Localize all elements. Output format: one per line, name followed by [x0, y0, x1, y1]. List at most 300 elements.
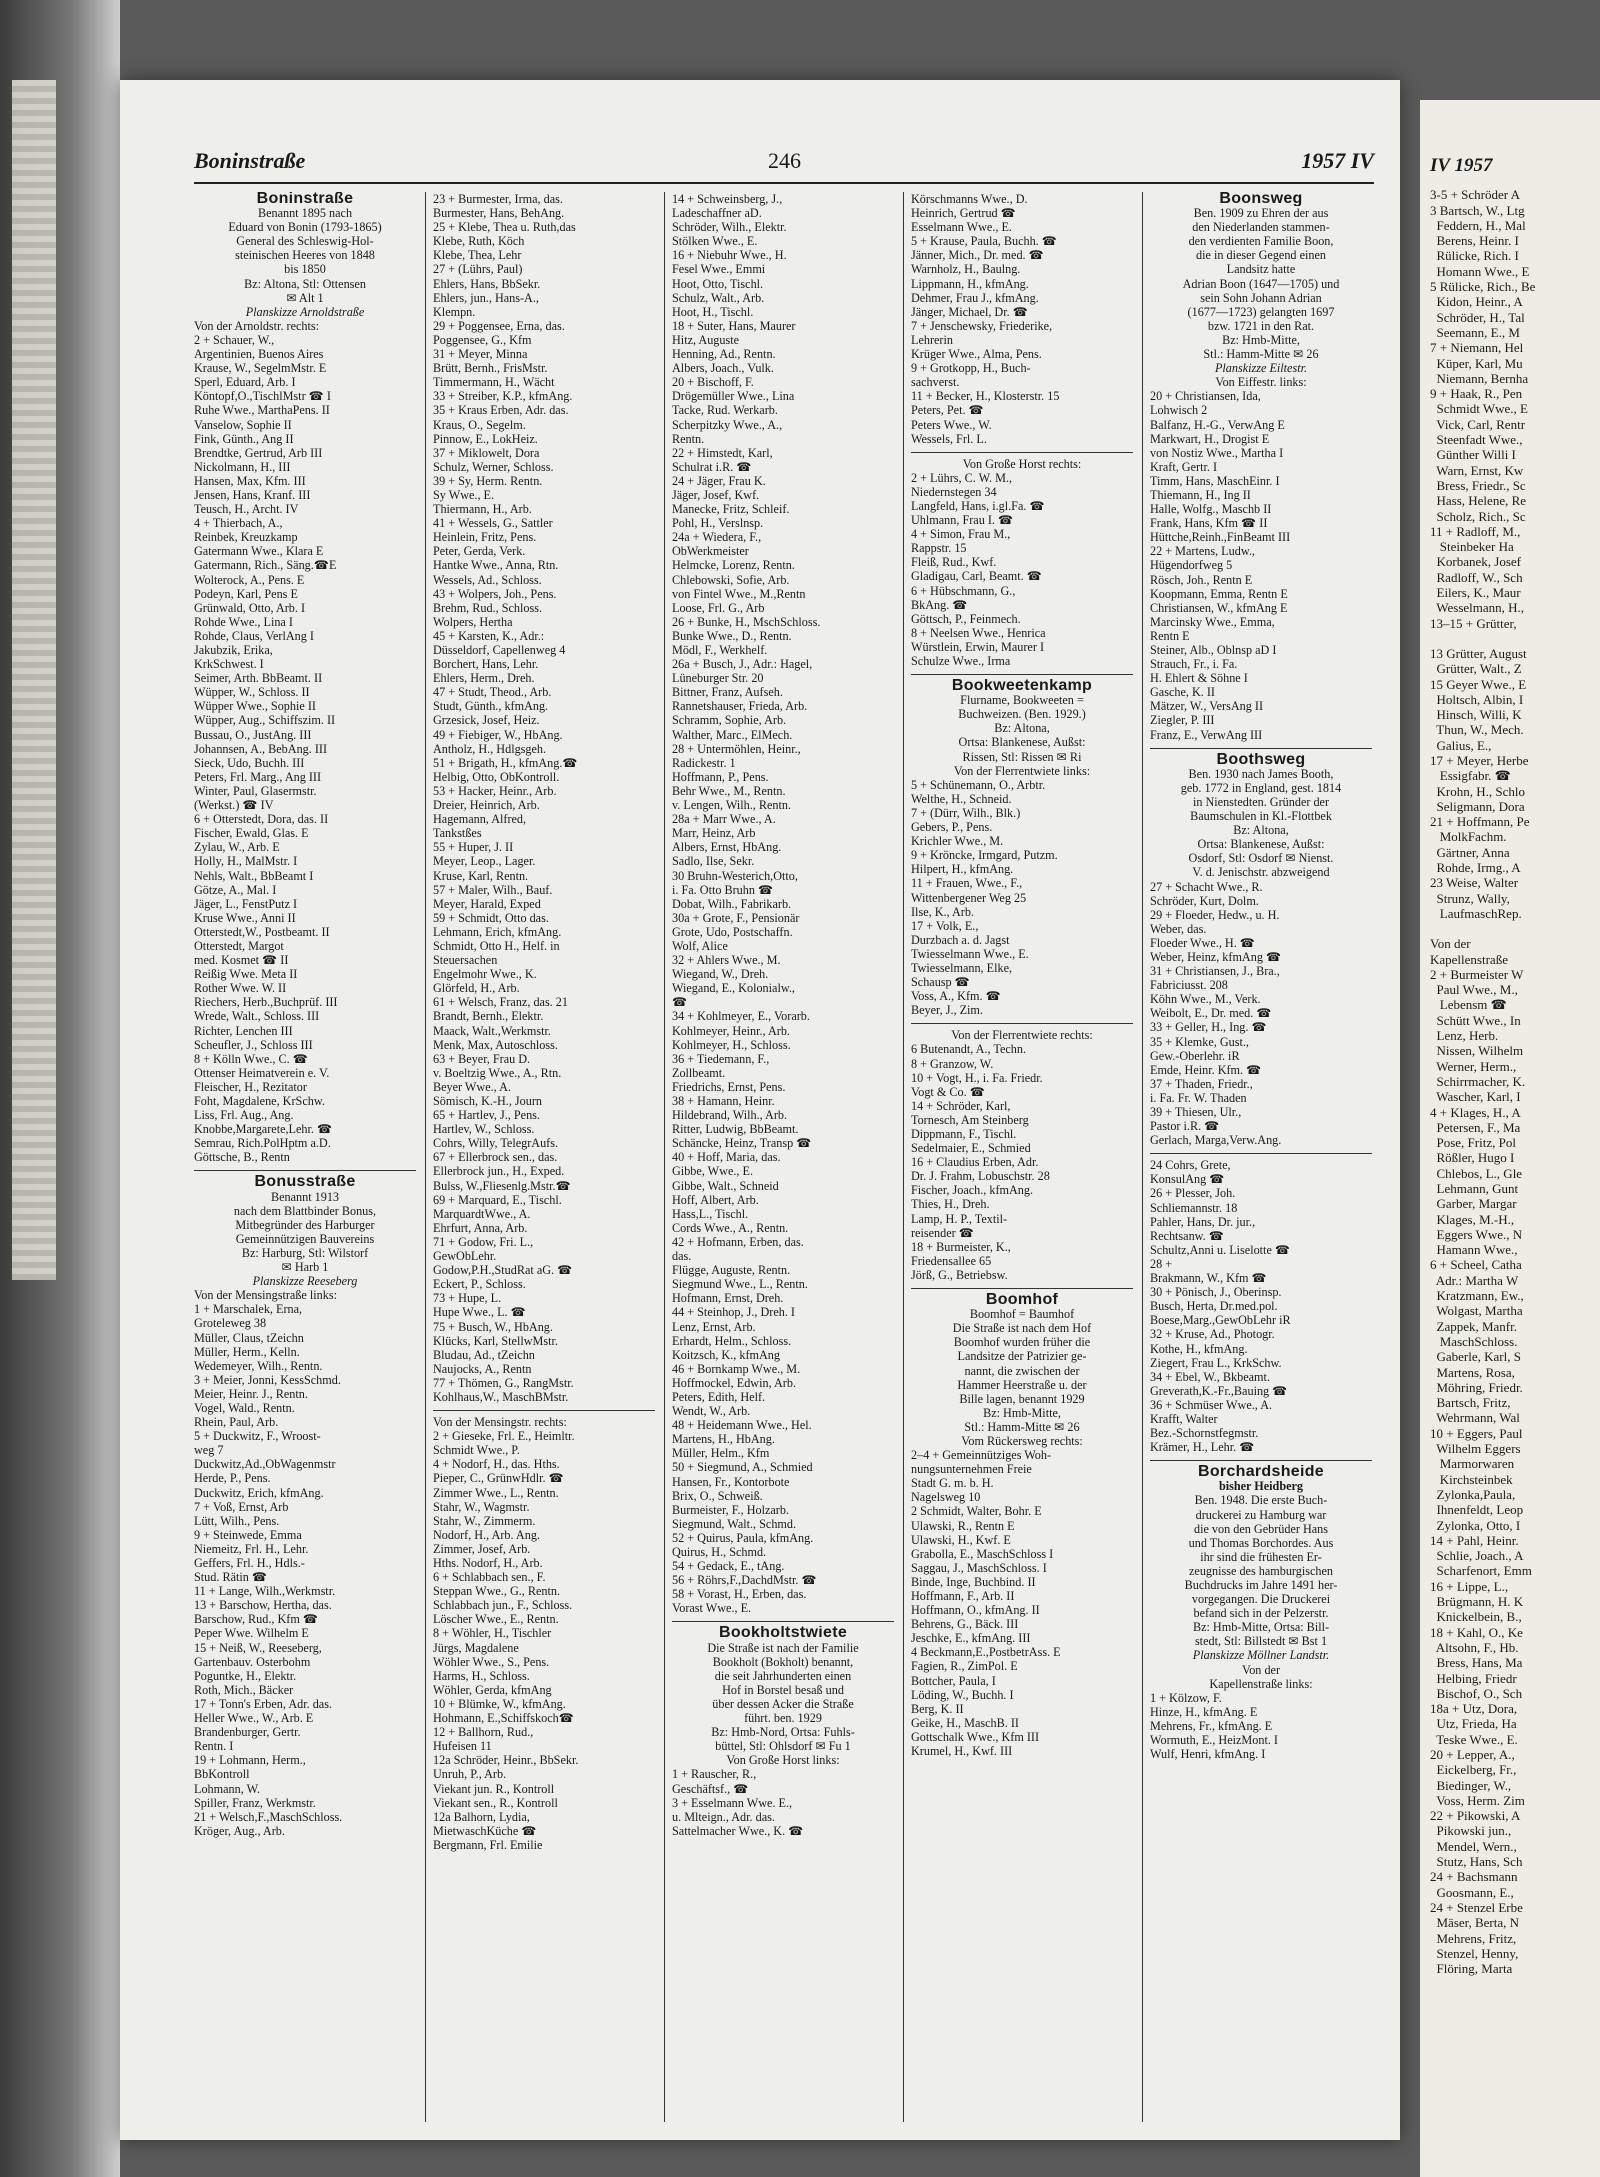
- resident-entry: Fink, Günth., Ang II: [194, 431, 294, 446]
- resident-entry: Schausp ☎: [911, 975, 970, 990]
- resident-entry: 29 + Floeder, Hedw., u. H.: [1150, 907, 1280, 922]
- resident-entry: Jänner, Mich., Dr. med. ☎: [911, 248, 1044, 263]
- street-description: Landsitz hatte: [1226, 262, 1296, 277]
- resident-entry: von Nostiz Wwe., Martha I: [1150, 445, 1284, 460]
- resident-entry: Brütt, Bernh., FrisMstr.: [433, 361, 548, 376]
- next-page-line: Rößler, Hugo I: [1430, 1150, 1515, 1166]
- resident-entry: Stadt G. m. b. H.: [911, 1476, 994, 1491]
- resident-entry: Rother Wwe. W. II: [194, 981, 287, 996]
- street-description: und Thomas Borchordes. Aus: [1188, 1535, 1334, 1550]
- resident-entry: Vogt & Co. ☎: [911, 1084, 985, 1099]
- street-description: Buchdrucks im Jahre 1491 her-: [1184, 1578, 1338, 1592]
- resident-entry: Wiegand, W., Dreh.: [672, 967, 769, 982]
- resident-entry: 22 + Himstedt, Karl,: [672, 445, 773, 460]
- resident-entry: Halle, Wolfg., Maschb II: [1150, 502, 1272, 517]
- resident-entry: Bludau, Ad., tZeichn: [433, 1347, 535, 1362]
- resident-entry: Pahler, Hans, Dr. jur.,: [1150, 1214, 1256, 1229]
- next-page-line: Petersen, F., Ma: [1430, 1119, 1521, 1135]
- resident-entry: Weber, Heinz, kfmAng ☎: [1150, 949, 1282, 964]
- resident-entry: Hilpert, H., kfmAng.: [911, 862, 1014, 877]
- next-page-line: Schütt Wwe., In: [1430, 1012, 1521, 1028]
- resident-entry: Borchert, Hans, Lehr.: [433, 657, 539, 672]
- resident-entry: Johannsen, A., BebAng. III: [194, 741, 328, 756]
- resident-entry: Krause, W., SegelmMstr. E: [194, 361, 327, 376]
- resident-entry: Weibolt, E., Dr. med. ☎: [1150, 1006, 1272, 1021]
- next-page-line: Klages, M.-H.,: [1430, 1211, 1515, 1227]
- resident-entry: Kothe, H., kfmAng.: [1150, 1341, 1248, 1356]
- next-page-line: Galius, E.,: [1430, 737, 1492, 753]
- resident-entry: 49 + Fiebiger, W., HbAng.: [433, 727, 563, 742]
- resident-entry: Peter, Gerda, Verk.: [433, 544, 526, 559]
- street-description: Benannt 1895 nach: [257, 206, 353, 221]
- resident-entry: Marcinsky Wwe., Emma,: [1150, 614, 1275, 629]
- resident-entry: Bulss, W.,Fliesenlg.Mstr.☎: [433, 1178, 571, 1193]
- resident-entry: Eckert, P., Schloss.: [433, 1277, 526, 1292]
- next-page-line: 3-5 + Schröder A: [1430, 187, 1521, 203]
- resident-entry: Fesel Wwe., Emmi: [672, 262, 766, 277]
- resident-entry: Pohl, H., Verslnsp.: [672, 516, 764, 531]
- next-page-line: Schmidt Wwe., E: [1430, 401, 1528, 417]
- resident-entry: Poggensee, G., Kfm: [433, 332, 532, 347]
- street-description: Bz: Hmb-Mitte,: [983, 1405, 1061, 1420]
- next-page-line: Schirrmacher, K.: [1430, 1073, 1526, 1089]
- resident-entry: 2 Schmidt, Walter, Bohr. E: [911, 1504, 1042, 1519]
- resident-entry: 16 + Niebuhr Wwe., H.: [672, 248, 787, 263]
- resident-entry: Kohlmeyer, H., Schloss.: [672, 1037, 791, 1052]
- resident-entry: Kraus, O., Segelm.: [433, 417, 526, 432]
- resident-entry: 11 + Frauen, Wwe., F.,: [911, 876, 1023, 891]
- resident-entry: Emde, Heinr. Kfm. ☎: [1150, 1062, 1262, 1077]
- resident-entry: Scheufler, J., Schloss III: [194, 1037, 313, 1052]
- resident-entry: Hansen, Fr., Kontorbote: [672, 1474, 790, 1489]
- resident-entry: Stölken Wwe., E.: [672, 234, 758, 249]
- resident-entry: Von der Arnoldstr. rechts:: [194, 318, 320, 333]
- next-page-line: Wehrmann, Wal: [1430, 1410, 1520, 1426]
- resident-entry: Peters, Frl. Marg., Ang III: [194, 769, 322, 784]
- resident-entry: Peters, Pet. ☎: [911, 403, 984, 418]
- resident-entry: Krichler Wwe., M.: [911, 834, 1004, 849]
- next-page-line: Thun, W., Mech.: [1430, 722, 1524, 738]
- resident-entry: Wessels, Frl. L.: [911, 431, 987, 446]
- resident-entry: Hupe Wwe., L. ☎: [433, 1305, 526, 1320]
- next-page-line: Paul Wwe., M.,: [1430, 982, 1518, 998]
- resident-entry: 17 + Volk, E.,: [911, 918, 979, 933]
- resident-entry: Holly, H., MalMstr. I: [194, 854, 298, 869]
- resident-entry: Pastor i.R. ☎: [1150, 1119, 1220, 1134]
- resident-entry: Burmeister, F., Holzarb.: [672, 1502, 789, 1517]
- plan-reference: Planskizze Reeseberg: [252, 1274, 358, 1289]
- resident-entry: Rentn. I: [194, 1739, 234, 1754]
- next-page-line: Stenzel, Henny,: [1430, 1945, 1519, 1961]
- resident-entry: Hitz, Auguste: [672, 332, 740, 347]
- resident-entry: Sattelmacher Wwe., K. ☎: [672, 1823, 804, 1838]
- resident-entry: Müller, Helm., Kfm: [672, 1446, 770, 1461]
- resident-entry: 6 Butenandt, A., Techn.: [911, 1042, 1027, 1057]
- next-page-line: Essigfabr. ☎: [1430, 768, 1511, 784]
- next-page-line: Voss, Herm. Zim: [1430, 1792, 1525, 1808]
- street-description: Die Straße ist nach der Familie: [707, 1640, 859, 1655]
- street-description: vorgegangen. Die Druckerei: [1191, 1592, 1331, 1607]
- resident-entry: 34 + Kohlmeyer, E., Vorarb.: [672, 1009, 810, 1024]
- street-description: Bz: Altona, Stl: Ottensen: [244, 276, 366, 291]
- resident-entry: Martens, H., HbAng.: [672, 1432, 775, 1447]
- section-divider: [1150, 748, 1372, 749]
- resident-entry: 52 + Quirus, Paula, kfmAng.: [672, 1530, 814, 1545]
- resident-entry: Zimmer, Josef, Arb.: [433, 1541, 531, 1556]
- resident-entry: Brendtke, Gertrud, Arb III: [194, 445, 323, 460]
- resident-entry: Marr, Heinz, Arb: [672, 826, 756, 841]
- resident-entry: Weber, das.: [1150, 921, 1207, 936]
- street-heading: Boothsweg: [1216, 752, 1306, 767]
- resident-entry: Kruse Wwe., Anni II: [194, 910, 296, 925]
- street-description: Ben. 1930 nach James Booth,: [1188, 766, 1334, 781]
- resident-entry: Gladigau, Carl, Beamt. ☎: [911, 569, 1042, 584]
- resident-entry: 3 + Meier, Jonni, KessSchmd.: [194, 1372, 341, 1387]
- resident-entry: Geschäftsf., ☎: [672, 1781, 749, 1796]
- resident-entry: Wittenbergener Weg 25: [911, 890, 1027, 905]
- resident-entry: Löscher Wwe., E., Rentn.: [433, 1612, 559, 1627]
- resident-entry: Stahr, W., Zimmerm.: [433, 1513, 536, 1528]
- resident-entry: (Werkst.) ☎ IV: [194, 798, 274, 813]
- resident-entry: Ritter, Ludwig, BbBeamt.: [672, 1122, 799, 1137]
- street-description: die von den Gebrüder Hans: [1193, 1521, 1329, 1536]
- resident-entry: Schulz, Walt., Arb.: [672, 290, 765, 305]
- resident-entry: Schlabbach jun., F., Schloss.: [433, 1598, 573, 1613]
- street-description: (1677—1723) gelangten 1697: [1187, 304, 1335, 319]
- street-description: General des Schleswig-Hol-: [236, 234, 374, 249]
- resident-entry: 9 + Steinwede, Emma: [194, 1527, 302, 1542]
- next-page-line: Pikowski jun.,: [1430, 1823, 1512, 1839]
- resident-entry: Heller Wwe., W., Arb. E: [194, 1711, 314, 1726]
- resident-entry: Bussau, O., JustAng. III: [194, 727, 312, 742]
- resident-entry: Hagemann, Alfred,: [433, 812, 527, 827]
- resident-entry: Spiller, Franz, Werkmstr.: [194, 1795, 316, 1810]
- next-page-line: Steenfadt Wwe.,: [1430, 432, 1523, 448]
- resident-entry: Wolterock, A., Pens. E: [194, 572, 305, 587]
- resident-entry: Rösch, Joh., Rentn E: [1150, 572, 1253, 587]
- resident-entry: Hinze, H., kfmAng. E: [1150, 1704, 1258, 1719]
- resident-entry: 44 + Steinhop, J., Dreh. I: [672, 1305, 795, 1320]
- street-description: Bz: Hmb-Mitte, Ortsa: Bill-: [1192, 1620, 1330, 1635]
- resident-entry: Unruh, P., Arb.: [433, 1767, 507, 1782]
- resident-entry: 77 + Thömen, G., RangMstr.: [433, 1375, 574, 1390]
- column-rule: [903, 192, 904, 2122]
- resident-entry: 35 + Kraus Erben, Adr. das.: [433, 403, 569, 418]
- street-description: bis 1850: [284, 262, 326, 277]
- resident-entry: Rentn.: [672, 431, 705, 446]
- resident-entry: 37 + Thaden, Friedr.,: [1150, 1076, 1253, 1091]
- resident-entry: Rentn E: [1150, 628, 1190, 643]
- street-description: Baumschulen in Kl.-Flottbek: [1190, 809, 1332, 824]
- resident-entry: 32 + Kruse, Ad., Photogr.: [1150, 1327, 1275, 1342]
- resident-entry: Gibbe, Wwe., E.: [672, 1164, 754, 1179]
- resident-entry: Otterstedt,W., Postbeamt. II: [194, 924, 330, 939]
- next-page-line: Mäser, Berta, N: [1430, 1915, 1520, 1931]
- resident-entry: Langfeld, Hans, i.gl.Fa. ☎: [911, 498, 1045, 513]
- street-description: die in dieser Gegend einen: [1196, 248, 1326, 263]
- next-page-line: Hinsch, Willi, K: [1430, 707, 1522, 723]
- resident-entry: 58 + Vorast, H., Erben, das.: [672, 1587, 807, 1602]
- resident-entry: Krämer, H., Lehr. ☎: [1150, 1440, 1255, 1455]
- next-page-line: Vick, Carl, Rentr: [1430, 416, 1526, 432]
- section-divider: [1150, 1460, 1372, 1461]
- resident-entry: Wöhler Wwe., S., Pens.: [433, 1654, 550, 1669]
- resident-entry: 2 + Schauer, W.,: [194, 332, 275, 347]
- directory-page: [120, 80, 1400, 2140]
- resident-entry: Vanselow, Sophie II: [194, 417, 292, 432]
- next-page-line: Kapellenstraße: [1430, 951, 1508, 967]
- next-page-line: Radloff, W., Sch: [1430, 569, 1523, 585]
- resident-entry: Sedelmaier, E., Schmied: [911, 1141, 1031, 1156]
- resident-entry: 7 + (Dürr, Wilh., Blk.): [911, 805, 1021, 820]
- street-description: Von Eiffestr. links:: [1215, 375, 1307, 390]
- street-description: Landsitze der Patrizier ge-: [957, 1349, 1087, 1364]
- resident-entry: 67 + Ellerbrock sen., das.: [433, 1150, 558, 1165]
- resident-entry: Köntopf,O.,TischlMstr ☎ I: [194, 389, 331, 404]
- resident-entry: 29 + Poggensee, Erna, das.: [433, 318, 565, 333]
- next-page-line: Lehmann, Gunt: [1430, 1181, 1519, 1196]
- street-description: büttel, Stl: Ohlsdorf ✉ Fu 1: [715, 1739, 851, 1754]
- next-page-line: Zylonka,Paula,: [1430, 1486, 1516, 1502]
- next-page-line: MaschSchloss.: [1430, 1333, 1518, 1349]
- column-rule: [1142, 192, 1143, 2122]
- resident-entry: Mehrens, Fr., kfmAng. E: [1150, 1718, 1273, 1733]
- resident-entry: Siegmund, Walt., Schmd.: [672, 1516, 797, 1531]
- resident-entry: sachverst.: [911, 375, 960, 390]
- next-page-line: Bischof, O., Sch: [1430, 1685, 1523, 1701]
- resident-entry: Heinlein, Fritz, Pens.: [433, 530, 537, 545]
- resident-entry: Godow,P.H.,StudRat aG. ☎: [433, 1263, 573, 1278]
- resident-entry: 40 + Hoff, Maria, das.: [672, 1150, 781, 1165]
- resident-entry: Barschow, Rud., Kfm ☎: [194, 1612, 319, 1627]
- resident-entry: Lütt, Wilh., Pens.: [194, 1513, 280, 1528]
- next-page-line: 20 + Lepper, A.,: [1430, 1746, 1515, 1762]
- resident-entry: 9 + Kröncke, Irmgard, Putzm.: [911, 848, 1058, 863]
- next-page-line: Bress, Hans, Ma: [1430, 1655, 1523, 1671]
- resident-entry: Glörfeld, H., Arb.: [433, 981, 520, 996]
- resident-entry: Behr Wwe., M., Rentn.: [672, 783, 786, 798]
- resident-entry: Lippmann, H., kfmAng.: [911, 276, 1029, 291]
- next-page-line: 18a + Utz, Dora,: [1430, 1701, 1518, 1717]
- resident-entry: Geike, H., MaschB. II: [911, 1715, 1019, 1730]
- resident-entry: Peters, Edith, Helf.: [672, 1389, 766, 1404]
- resident-entry: Gerlach, Marga,Verw.Ang.: [1150, 1133, 1282, 1148]
- next-page-line: Teske Wwe., E.: [1430, 1731, 1518, 1747]
- resident-entry: Hohmann, E.,Schiffskoch☎: [433, 1711, 574, 1726]
- resident-entry: Rappstr. 15: [911, 541, 967, 556]
- next-page-line: Wascher, Karl, I: [1430, 1089, 1521, 1105]
- resident-entry: Brix, O., Schweiß.: [672, 1488, 763, 1503]
- street-description: Bille lagen, benannt 1929: [959, 1391, 1085, 1406]
- resident-entry: 12 + Ballhorn, Rud.,: [433, 1725, 534, 1740]
- resident-entry: Niemeitz, Frl. H., Lehr.: [194, 1541, 309, 1556]
- page-header: [194, 148, 1374, 184]
- resident-entry: 6 + Schlabbach sen., F.: [433, 1570, 546, 1585]
- resident-entry: 56 + Röhrs,F.,DachdMstr. ☎: [672, 1573, 817, 1588]
- next-page-line: Seligmann, Dora: [1430, 798, 1525, 814]
- resident-entry: Hofmann, Ernst, Dreh.: [672, 1291, 784, 1306]
- resident-entry: Foht, Magdalene, KrSchw.: [194, 1094, 325, 1108]
- next-page-line: 15 Geyer Wwe., E: [1430, 676, 1527, 692]
- resident-entry: von Fintel Wwe., M.,Rentn: [672, 586, 806, 601]
- resident-entry: 26a + Busch, J., Adr.: Hagel,: [672, 657, 813, 672]
- section-divider: [433, 1410, 655, 1411]
- street-description: den verdienten Familie Boon,: [1188, 234, 1334, 249]
- resident-entry: 13 + Barschow, Hertha, das.: [194, 1598, 332, 1613]
- street-description: Eduard von Bonin (1793-1865): [228, 220, 382, 235]
- section-divider: [672, 1621, 894, 1622]
- next-page-line: Nissen, Wilhelm: [1430, 1043, 1524, 1059]
- resident-entry: Dobat, Wilh., Fabrikarb.: [672, 896, 792, 911]
- resident-entry: 54 + Gedack, E., tAng.: [672, 1559, 785, 1574]
- next-page-line: Holtsch, Albin, I: [1430, 691, 1524, 707]
- resident-entry: Wiegand, E., Kolonialw.,: [672, 981, 795, 996]
- resident-entry: Jürgs, Magdalene: [433, 1640, 519, 1655]
- street-description: den Niederlanden stammen-: [1192, 220, 1330, 235]
- next-page-line: Gärtner, Anna: [1430, 844, 1510, 860]
- resident-entry: 9 + Grotkopp, H., Buch-: [911, 361, 1031, 376]
- resident-entry: 41 + Wessels, G., Sattler: [433, 516, 553, 531]
- next-page-line: Grütter, Walt., Z: [1430, 661, 1522, 677]
- former-name: bisher Heidberg: [1218, 1479, 1304, 1494]
- directory-column-2: [433, 192, 655, 2122]
- resident-entry: u. Mlteign., Adr. das.: [672, 1809, 775, 1824]
- column-rule: [425, 192, 426, 2122]
- resident-entry: 31 + Meyer, Minna: [433, 347, 528, 362]
- resident-entry: Gew.-Oberlehr. iR: [1150, 1048, 1240, 1063]
- next-page-line: Berens, Heinr. I: [1430, 233, 1519, 249]
- resident-entry: Schäncke, Heinz, Transp ☎: [672, 1136, 812, 1151]
- resident-entry: 4 + Nodorf, H., das. Hths.: [433, 1457, 560, 1472]
- next-page-line: [1430, 921, 1600, 936]
- resident-entry: Hantke Wwe., Anna, Rtn.: [433, 558, 559, 573]
- resident-entry: Krüger Wwe., Alma, Pens.: [911, 347, 1042, 362]
- next-page-line: Lenz, Herb.: [1430, 1028, 1499, 1044]
- resident-entry: Studt, Günth., kfmAng.: [433, 699, 549, 714]
- resident-entry: KrkSchwest. I: [194, 657, 264, 672]
- resident-entry: Hths. Nodorf, H., Arb.: [433, 1556, 543, 1570]
- plan-reference: Planskizze Arnoldstraße: [245, 304, 365, 319]
- resident-entry: 45 + Karsten, K., Adr.:: [433, 628, 545, 643]
- resident-entry: 14 + Schröder, Karl,: [911, 1098, 1011, 1113]
- street-description: Bz: Altona,: [994, 721, 1050, 736]
- directory-column-5: [1150, 192, 1372, 2122]
- resident-entry: Scherpitzky Wwe., A.,: [672, 417, 783, 432]
- resident-entry: 30a + Grote, F., Pensionär: [672, 910, 800, 925]
- resident-entry: Dippmann, F., Tischl.: [911, 1127, 1017, 1141]
- resident-entry: Wöhler, Gerda, kfmAng: [433, 1682, 552, 1697]
- resident-entry: Friedrichs, Ernst, Pens.: [672, 1079, 786, 1094]
- street-description: führt. ben. 1929: [744, 1711, 822, 1726]
- resident-entry: Walther, Marc., ElMech.: [672, 727, 793, 742]
- resident-entry: Twiesselmann Wwe., E.: [911, 946, 1029, 961]
- resident-entry: Engelmohr Wwe., K.: [433, 967, 537, 982]
- resident-entry: 12a Schröder, Heinr., BbSekr.: [433, 1753, 579, 1768]
- resident-entry: 8 + Granzow, W.: [911, 1056, 994, 1071]
- next-page-line: Scharfenort, Emm: [1430, 1563, 1532, 1579]
- resident-entry: Behrens, G., Bäck. III: [911, 1617, 1019, 1632]
- street-description: Ortsa: Blankenese, Außst:: [1197, 837, 1325, 852]
- resident-entry: Welthe, H., Schneid.: [911, 791, 1012, 806]
- next-page-line: [1430, 631, 1600, 646]
- street-description: Rissen, Stl: Rissen ✉ Ri: [962, 749, 1082, 764]
- plan-reference: Planskizze Möllner Landstr.: [1192, 1648, 1330, 1663]
- resident-entry: 75 + Busch, W., HbAng.: [433, 1319, 553, 1334]
- next-page-line: Eggers Wwe., N: [1430, 1226, 1523, 1242]
- resident-entry: Richter, Lenchen III: [194, 1023, 293, 1038]
- resident-entry: Harms, H., Schloss.: [433, 1668, 530, 1683]
- next-page-line: Garber, Margar: [1430, 1196, 1517, 1212]
- resident-entry: 35 + Klemke, Gust.,: [1150, 1034, 1249, 1049]
- resident-entry: Teusch, H., Archt. IV: [194, 502, 299, 517]
- resident-entry: 39 + Sy, Herm. Rentn.: [433, 473, 543, 488]
- street-description: Stl.: Hamm-Mitte ✉ 26: [964, 1419, 1080, 1434]
- resident-entry: 27 + Schacht Wwe., R.: [1150, 879, 1263, 894]
- next-page-line: 17 + Meyer, Herbe: [1430, 752, 1529, 768]
- resident-entry: Thiermann, H., Arb.: [433, 502, 532, 517]
- resident-entry: Roth, Mich., Bäcker: [194, 1682, 294, 1697]
- next-page-line: Rülicke, Rich. I: [1430, 248, 1519, 264]
- resident-entry: Fischer, Joach., kfmAng.: [911, 1183, 1034, 1198]
- street-description: ✉ Alt 1: [286, 290, 324, 305]
- street-heading: Boonsweg: [1219, 192, 1303, 207]
- next-page-line: 21 + Hoffmann, Pe: [1430, 814, 1530, 830]
- street-description: Ortsa: Blankenese, Außst:: [958, 735, 1086, 750]
- street-description: Von Große Horst links:: [726, 1753, 840, 1768]
- resident-entry: 17 + Tonn's Erben, Adr. das.: [194, 1696, 332, 1711]
- resident-entry: Reißig Wwe. Meta II: [194, 967, 298, 982]
- resident-entry: Berg, K. II: [911, 1701, 964, 1716]
- street-heading: Bookholtstwiete: [718, 1626, 848, 1641]
- resident-entry: Schramm, Sophie, Arb.: [672, 713, 787, 728]
- resident-entry: Maack, Walt.,Werkmstr.: [433, 1023, 551, 1038]
- street-description: steinischen Heeres von 1848: [235, 248, 375, 263]
- resident-entry: Ehrfurt, Anna, Arb.: [433, 1220, 528, 1235]
- resident-entry: Lohwisch 2: [1150, 403, 1208, 418]
- next-page-line: Utz, Frieda, Ha: [1430, 1716, 1517, 1732]
- resident-entry: Ilse, K., Arb.: [911, 904, 974, 919]
- section-divider: [911, 1023, 1133, 1024]
- page-number: 246: [768, 148, 801, 173]
- resident-entry: 4 + Simon, Frau M.,: [911, 527, 1011, 542]
- street-description: nannt, die zwischen der: [964, 1363, 1080, 1378]
- next-page-line: 5 Rülicke, Rich., Be: [1430, 279, 1536, 295]
- resident-entry: Kröger, Aug., Arb.: [194, 1823, 285, 1838]
- street-description: stedt, Stl: Billstedt ✉ Bst 1: [1194, 1634, 1328, 1649]
- resident-entry: 51 + Brigath, H., kfmAng.☎: [433, 755, 578, 770]
- street-description: Von der Flerrentwiete links:: [953, 763, 1091, 778]
- resident-entry: Hoffmann, F., Arb. II: [911, 1589, 1015, 1603]
- resident-entry: nungsunternehmen Freie: [911, 1462, 1032, 1477]
- street-description: über dessen Acker die Straße: [712, 1696, 854, 1711]
- resident-entry: Rannetshauser, Frieda, Arb.: [672, 699, 808, 714]
- resident-entry: Hansen, Max, Kfm. III: [194, 473, 306, 488]
- resident-entry: 36 + Schmüser Wwe., A.: [1150, 1397, 1273, 1412]
- resident-entry: 59 + Schmidt, Otto das.: [433, 910, 549, 925]
- resident-entry: Schmidt Wwe., P.: [433, 1443, 520, 1458]
- next-page-line: Werner, Herm.,: [1430, 1058, 1517, 1074]
- resident-entry: ObWerkmeister: [672, 544, 749, 559]
- resident-entry: 1 + Kölzow, F.: [1150, 1690, 1222, 1705]
- resident-entry: Podeyn, Karl, Pens E: [194, 586, 298, 601]
- resident-entry: Krumel, H., Kwf. III: [911, 1744, 1013, 1759]
- street-description: Ben. 1948. Die erste Buch-: [1194, 1493, 1328, 1508]
- resident-entry: Bittner, Franz, Aufseh.: [672, 685, 783, 700]
- next-page-line: Zappek, Manfr.: [1430, 1318, 1518, 1334]
- resident-entry: 4 + Thierbach, A.,: [194, 516, 283, 531]
- street-heading: Boomhof: [985, 1293, 1059, 1308]
- resident-entry: Busch, Herta, Dr.med.pol.: [1150, 1299, 1278, 1314]
